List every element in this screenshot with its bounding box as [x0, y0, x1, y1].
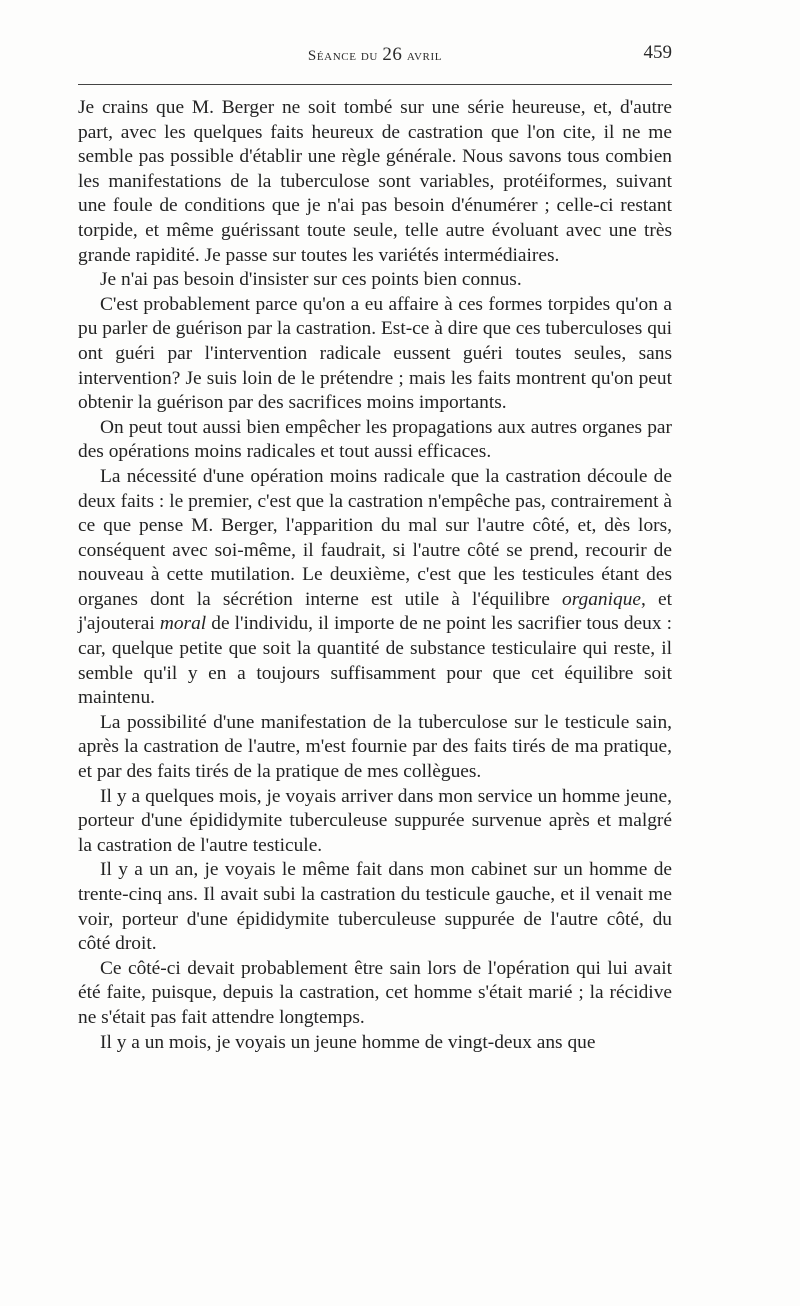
paragraph: C'est probablement parce qu'on a eu affaire à ces formes torpides qu'on a pu parler de guérison par la castration. Est-ce à dire que ces tuberculoses qui ont guéri par l'intervention radicale eussent guéri toutes seules, sans intervention? Je suis loin de le prétendre ; mais les faits montrent qu'on peut obtenir la guérison par des sacrifices moins importants. [78, 293, 672, 414]
paragraph [78, 465, 672, 711]
paragraph: Il y a quelques mois, je voyais arriver dans mon service un homme jeune, porteur d'une épididymite tuberculeuse suppurée survenue après et malgré la castration de l'autre testicule. [78, 785, 672, 856]
italic-word: moral [159, 613, 207, 635]
paragraph-text: , et j'ajouterai [78, 588, 672, 635]
paragraph-text: de l'individu, il importe de ne point les sacrifier tous deux : car, quelque petite que soit la quantité de substance testiculaire qui reste, il semble qu'il y en a toujours suffisamment pour que cet équilibre soit maintenu. [78, 613, 673, 709]
paragraph: La possibilité d'une manifestation de la tuberculose sur le testicule sain, après la castration de l'autre, m'est fournie par des faits tirés de ma pratique, et par des faits tirés de la pratique de mes collègues. [78, 711, 672, 783]
paragraph: Je n'ai pas besoin d'insister sur ces points bien connus. [100, 269, 522, 291]
body-text [78, 96, 672, 1055]
italic-word: organique [562, 588, 641, 610]
paragraph: Il y a un mois, je voyais un jeune homme de vingt-deux ans que [100, 1031, 596, 1053]
running-title-day: 26 [382, 44, 403, 65]
paragraph: Ce côté-ci devait probablement être sain lors de l'opération qui lui avait été faite, puisque, depuis la castration, cet homme s'était marié ; la récidive ne s'était pas fait attendre longtemps. [78, 957, 672, 1028]
paragraph: On peut tout aussi bien empêcher les propagations aux autres organes par des opérations moins radicales et tout aussi efficaces. [78, 416, 672, 463]
paragraph-text: La nécessité d'une opération moins radicale que la castration découle de deux faits : le premier, c'est que la castration n'empêche pas, contrairement à ce que pense M. Berger, l'apparition du mal sur l'autre côté, et, dès lors, conséquent avec soi-même, il faudrait, si l'autre côté se prend, recourir de nouveau à cette mutilation. Le deuxième, c'est que les testicules étant des organes dont la sécrétion interne est utile à l'équilibre [78, 465, 672, 610]
header-rule [78, 84, 672, 85]
running-title [78, 44, 672, 66]
running-title-month: avril [406, 48, 443, 64]
page-number: 459 [643, 42, 672, 63]
paragraph: Je crains que M. Berger ne soit tombé sur une série heureuse, et, d'autre part, avec les quelques faits heureux de castration que l'on cite, il ne me semble pas possible d'établir une règle générale. Nous savons tous combien les manifestations de la tuberculose sont variables, protéiformes, suivant une foule de conditions que je n'ai pas besoin d'énumérer ; celle-ci restant torpide, et même guérissant toute seule, telle autre évoluant avec une très grande rapidité. Je passe sur toutes les variétés intermédiaires. [78, 97, 672, 266]
running-title-prefix: Séance du [307, 48, 378, 64]
running-head [78, 44, 672, 70]
paragraph: Il y a un an, je voyais le même fait dans mon cabinet sur un homme de trente-cinq ans. Il avait subi la castration du testicule gauche, et il venait me voir, porteur d'une épididymite tuberculeuse suppurée de l'autre côté, du côté droit. [78, 859, 672, 955]
